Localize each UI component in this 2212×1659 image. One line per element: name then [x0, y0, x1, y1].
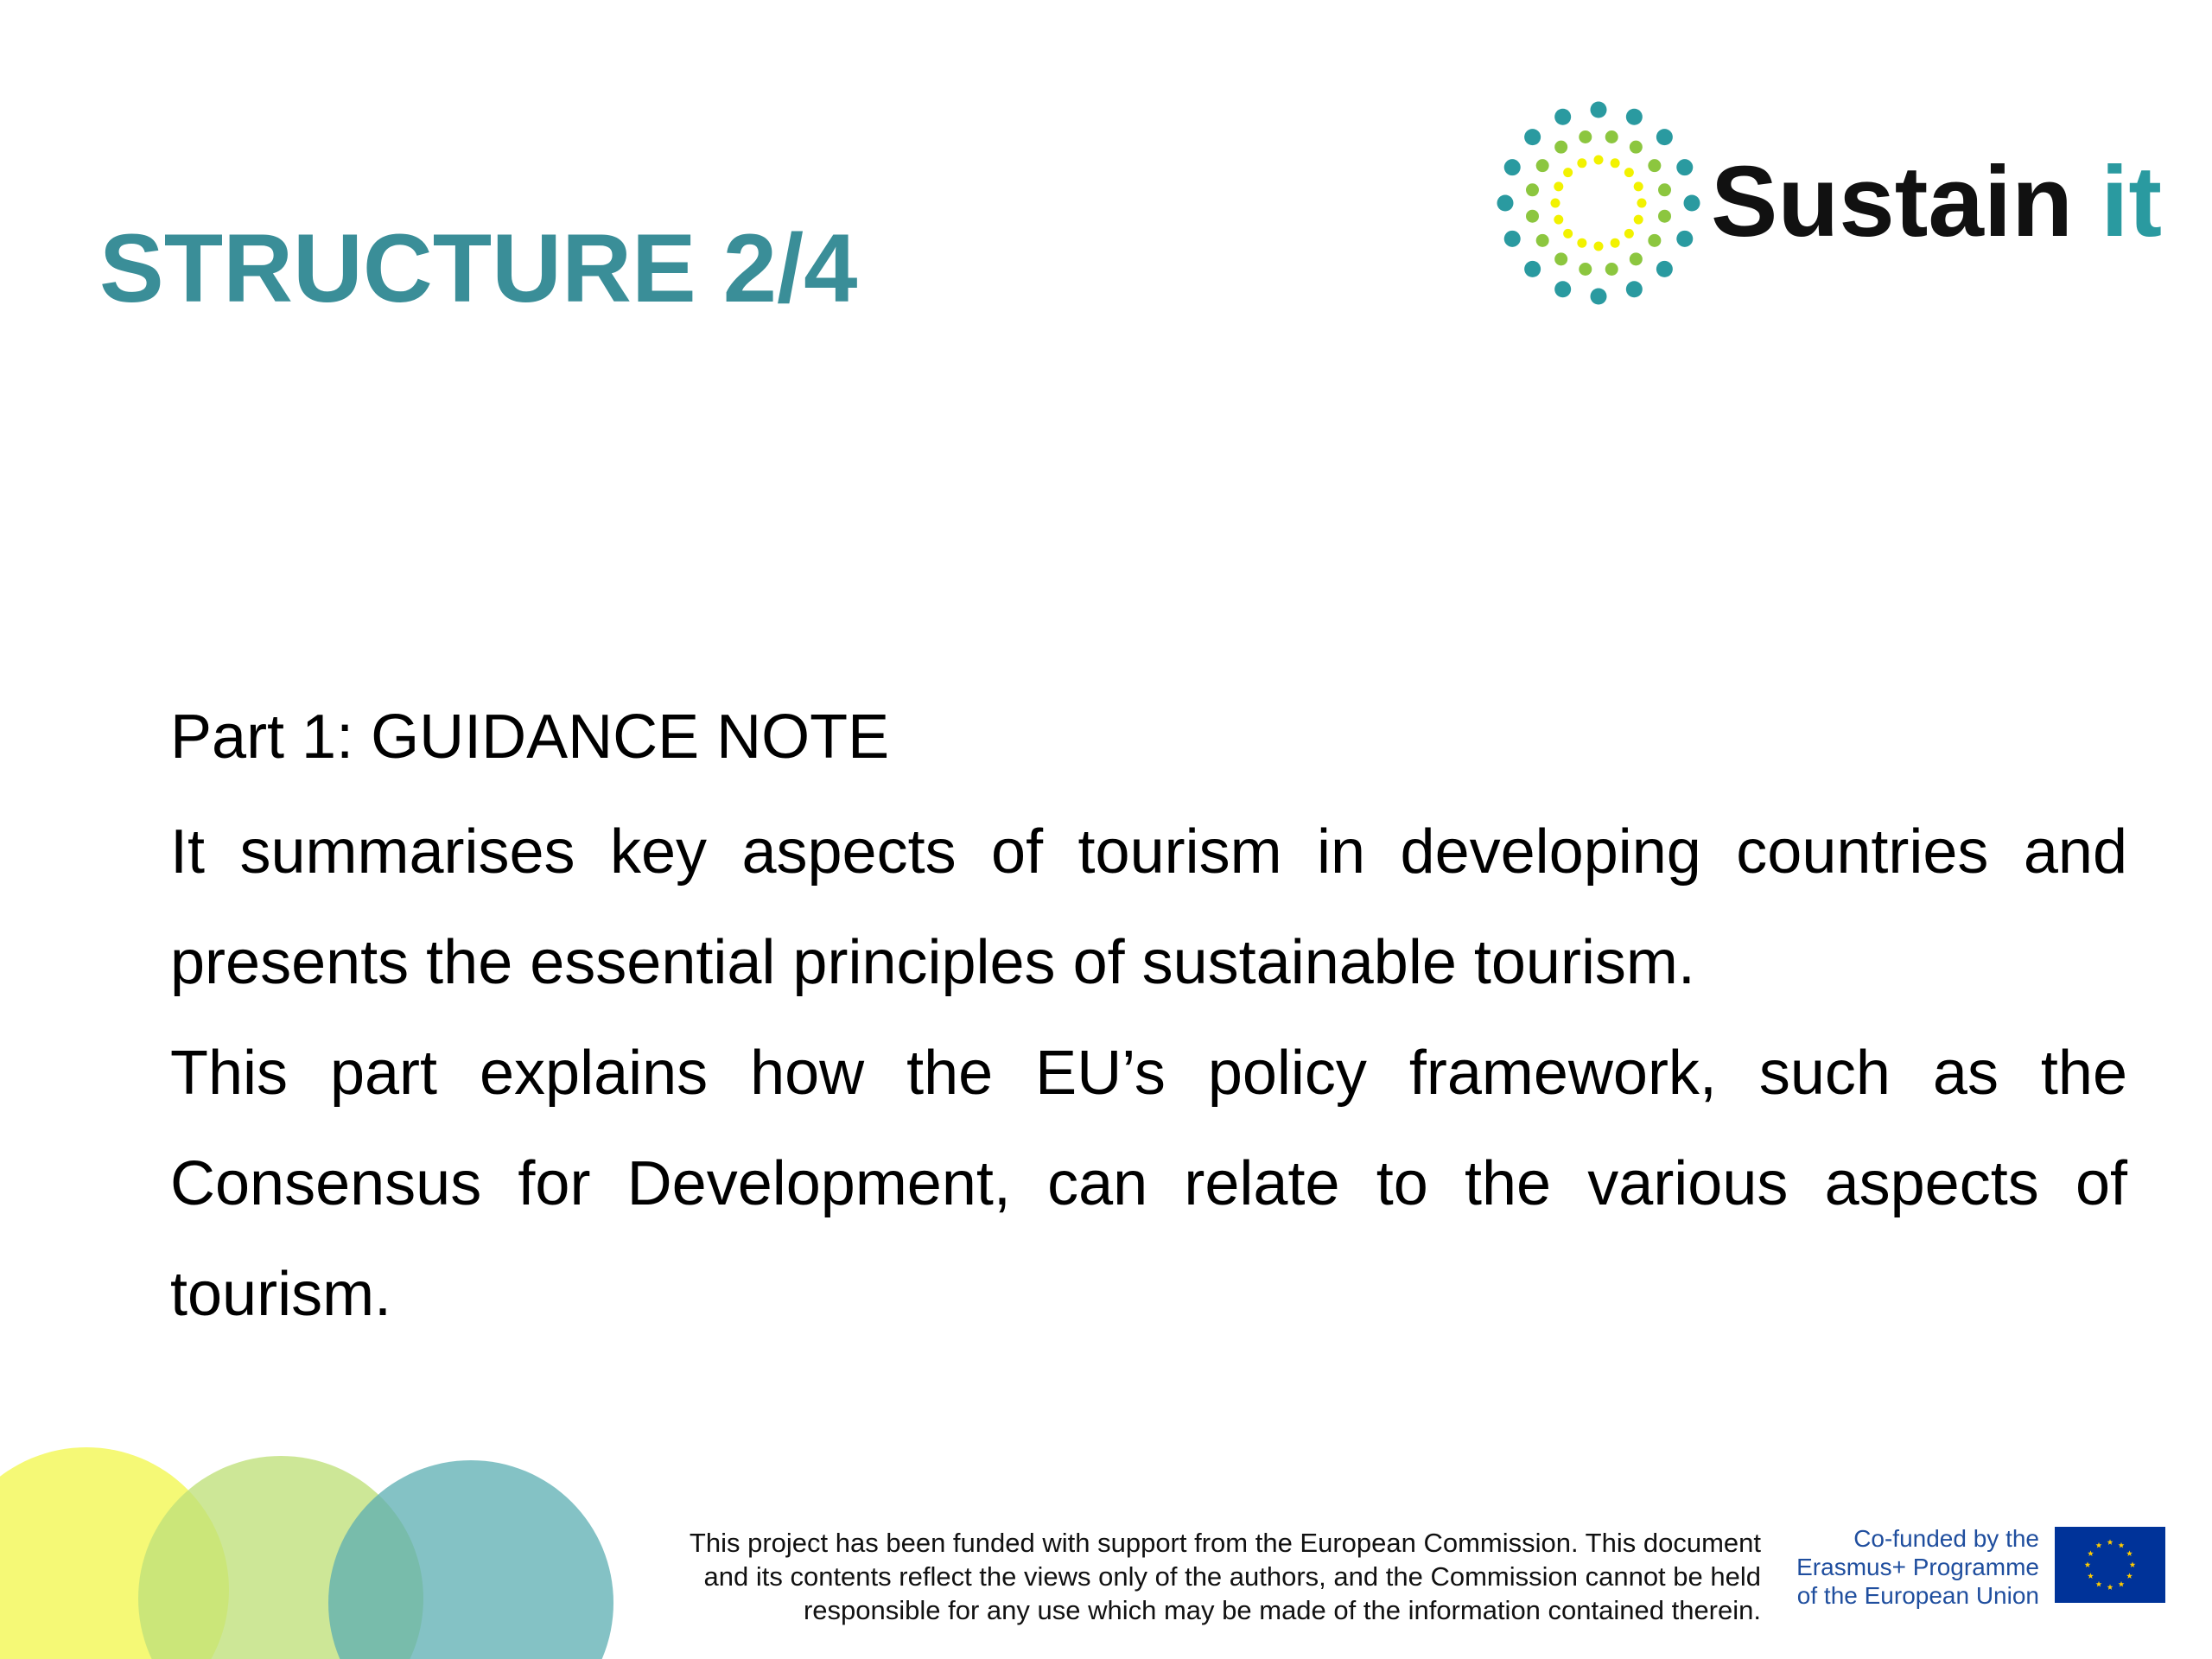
- logo-dot: [1594, 156, 1604, 165]
- logo-dot: [1551, 199, 1560, 208]
- logo-dot: [1658, 183, 1671, 196]
- logo-dot: [1497, 195, 1514, 212]
- logo-name-accent: it: [2101, 145, 2163, 257]
- logo-dot: [1554, 141, 1567, 154]
- logo-dot: [1626, 109, 1643, 125]
- funding-disclaimer: [622, 1526, 1761, 1627]
- paragraph-2: This part explains how the EU’s policy framework, such as the Consensus for Development, can relate to the various aspects of tourism.: [170, 1039, 2127, 1330]
- logo-dot: [1526, 210, 1539, 223]
- logo-dot: [1630, 252, 1643, 265]
- erasmus-cofunded-label: [1780, 1524, 2039, 1610]
- cofunded-line-2: Erasmus+ Programme: [1796, 1554, 2039, 1580]
- logo-dot: [1626, 281, 1643, 297]
- logo-dot: [1658, 210, 1671, 223]
- logo-dot: [1634, 215, 1643, 225]
- part-heading: Part 1: GUIDANCE NOTE: [170, 702, 890, 772]
- logo-dot: [1563, 229, 1573, 238]
- logo-dot: [1536, 159, 1549, 172]
- disclaimer-line-3: responsible for any use which may be made of the information contained therein.: [803, 1595, 1761, 1625]
- logo-dot: [1504, 159, 1521, 175]
- logo-dot: [1504, 231, 1521, 247]
- cofunded-line-3: of the European Union: [1796, 1582, 2039, 1609]
- logo-dot: [1684, 195, 1700, 212]
- logo-dot: [1630, 141, 1643, 154]
- logo-dot: [1563, 168, 1573, 177]
- logo-wordmark: [1711, 145, 2163, 257]
- logo-dot: [1624, 229, 1634, 238]
- cofunded-line-1: Co-funded by the: [1853, 1525, 2039, 1552]
- logo-dot: [1656, 129, 1673, 145]
- logo-dot: [1624, 168, 1634, 177]
- logo-dot: [1605, 130, 1618, 143]
- disclaimer-line-1: This project has been funded with support from the European Commission. This document: [689, 1528, 1761, 1558]
- logo-dot: [1524, 129, 1541, 145]
- paragraph-1: It summarises key aspects of tourism in developing countries and presents the essential principles of sustainable tourism.: [170, 817, 2127, 998]
- logo-dot: [1591, 289, 1607, 305]
- logo-dot: [1579, 130, 1592, 143]
- logo-dot: [1591, 102, 1607, 118]
- logo-dot: [1524, 261, 1541, 277]
- logo-dot: [1579, 263, 1592, 276]
- logo-dot: [1611, 158, 1620, 168]
- eu-flag-icon: [2055, 1527, 2165, 1603]
- logo-dot: [1554, 215, 1563, 225]
- logo-dot: [1554, 281, 1571, 297]
- slide-body: [170, 700, 2127, 1350]
- logo-dot: [1594, 242, 1604, 251]
- logo-dot: [1637, 199, 1647, 208]
- disclaimer-line-2: and its contents reflect the views only of the authors, and the Commission cannot be held: [703, 1561, 1761, 1592]
- logo-dot: [1648, 234, 1661, 247]
- logo-dot: [1554, 181, 1563, 191]
- logo-dot: [1605, 263, 1618, 276]
- logo-dot: [1648, 159, 1661, 172]
- logo-dot: [1676, 231, 1693, 247]
- decorative-circles: [0, 1443, 622, 1659]
- logo-dot: [1577, 158, 1586, 168]
- logo-dot: [1577, 238, 1586, 248]
- logo-dot: [1656, 261, 1673, 277]
- logo-dot: [1554, 252, 1567, 265]
- logo-dot: [1536, 234, 1549, 247]
- logo-dot: [1634, 181, 1643, 191]
- sustain-it-logo: [1495, 99, 2164, 307]
- logo-dot: [1554, 109, 1571, 125]
- logo-dot: [1526, 183, 1539, 196]
- logo-name-main: Sustain: [1711, 145, 2101, 257]
- logo-dot: [1676, 159, 1693, 175]
- sun-dots-icon: [1495, 99, 1702, 307]
- logo-dot: [1611, 238, 1620, 248]
- slide-title: STRUCTURE 2/4: [99, 214, 858, 322]
